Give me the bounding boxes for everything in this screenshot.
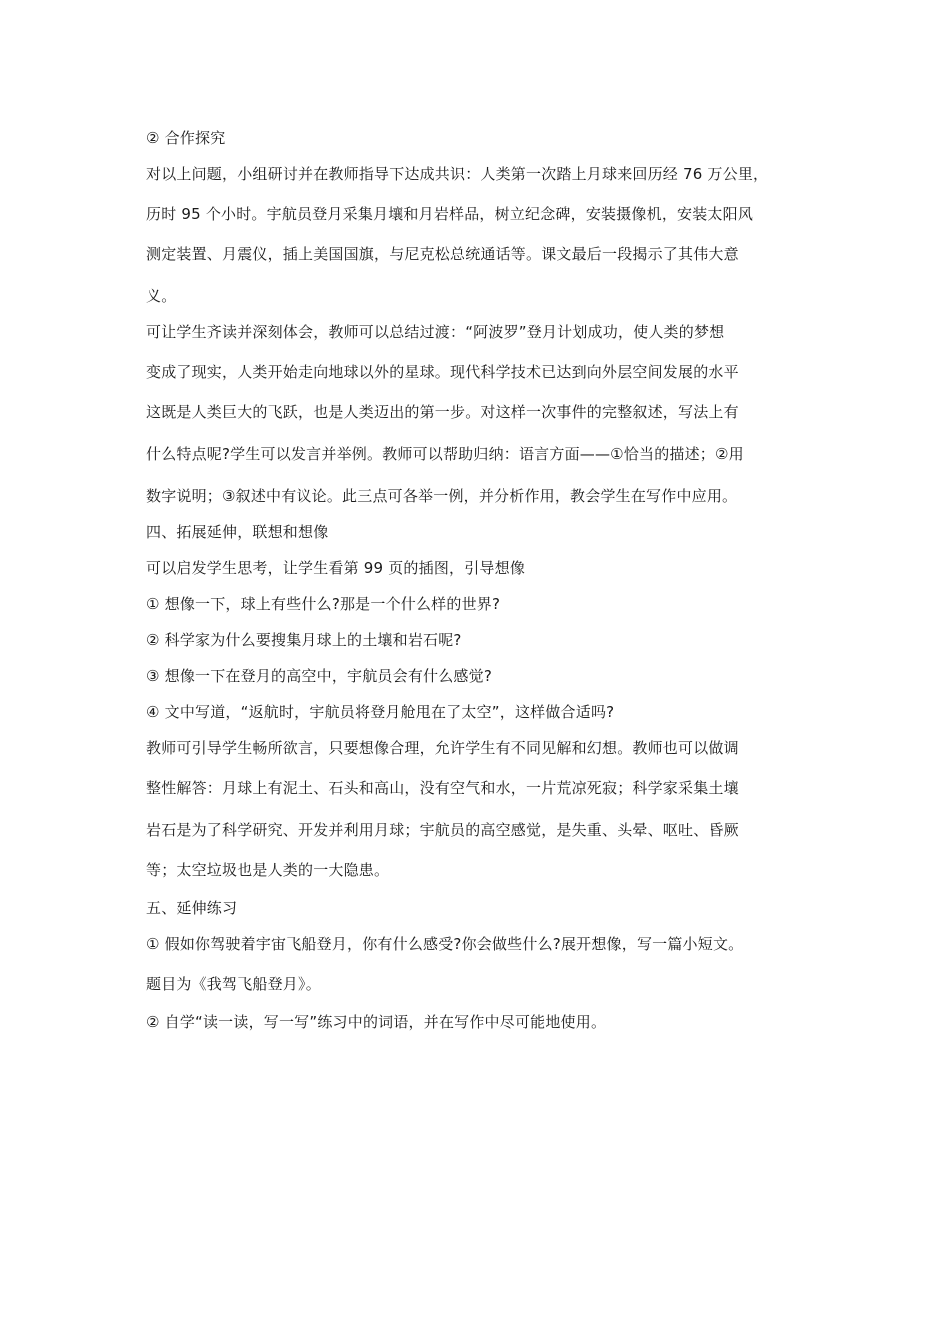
list-item: ① 想像一下，球上有些什么?那是一个什么样的世界? <box>146 595 501 613</box>
text-line: 这既是人类巨大的飞跃，也是人类迈出的第一步。对这样一次事件的完整叙述，写法上有 <box>146 403 739 421</box>
text-line: 数字说明；③叙述中有议论。此三点可各举一例，并分析作用，教会学生在写作中应用。 <box>146 487 738 505</box>
text-line: 历时 95 个小时。宇航员登月采集月壤和月岩样品，树立纪念碑，安装摄像机，安装太阳风 <box>146 205 754 223</box>
text-line: 岩石是为了科学研究、开发并利用月球；宇航员的高空感觉，是失重、头晕、呕吐、昏厥 <box>146 821 739 839</box>
text-line: 什么特点呢?学生可以发言并举例。教师可以帮助归纳：语言方面——①恰当的描述；②用 <box>146 445 744 463</box>
text-line: 可以启发学生思考，让学生看第 99 页的插图，引导想像 <box>146 559 526 577</box>
text-line: 题目为《我驾飞船登月》。 <box>146 975 321 993</box>
list-item: ① 假如你驾驶着宇宙飞船登月，你有什么感受?你会做些什么?展开想像，写一篇小短文。 <box>146 935 744 953</box>
section-heading: 四、拓展延伸，联想和想像 <box>146 523 329 541</box>
text-line: 等；太空垃圾也是人类的一大隐患。 <box>146 861 390 879</box>
text-line: 测定装置、月震仪，插上美国国旗，与尼克松总统通话等。课文最后一段揭示了其伟大意 <box>146 245 739 263</box>
list-item: ② 自学“读一读，写一写”练习中的词语，并在写作中尽可能地使用。 <box>146 1013 607 1031</box>
list-item: ② 科学家为什么要搜集月球上的土壤和岩石呢? <box>146 631 462 649</box>
text-line: 教师可引导学生畅所欲言，只要想像合理，允许学生有不同见解和幻想。教师也可以做调 <box>146 739 739 757</box>
text-line: ② 合作探究 <box>146 129 226 147</box>
text-line: 可让学生齐读并深刻体会，教师可以总结过渡：“阿波罗”登月计划成功，使人类的梦想 <box>146 323 725 341</box>
text-line: 整性解答：月球上有泥土、石头和高山，没有空气和水，一片荒凉死寂；科学家采集土壤 <box>146 779 739 797</box>
list-item: ③ 想像一下在登月的高空中，宇航员会有什么感觉? <box>146 667 492 685</box>
text-line: 义。 <box>146 287 177 305</box>
text-line: 对以上问题，小组研讨并在教师指导下达成共识：人类第一次踏上月球来回历经 76 万公里， <box>146 165 769 183</box>
list-item: ④ 文中写道，“返航时，宇航员将登月舱甩在了太空”，这样做合适吗? <box>146 703 615 721</box>
section-heading: 五、延伸练习 <box>146 899 238 917</box>
text-line: 变成了现实，人类开始走向地球以外的星球。现代科学技术已达到向外层空间发展的水平 <box>146 363 739 381</box>
